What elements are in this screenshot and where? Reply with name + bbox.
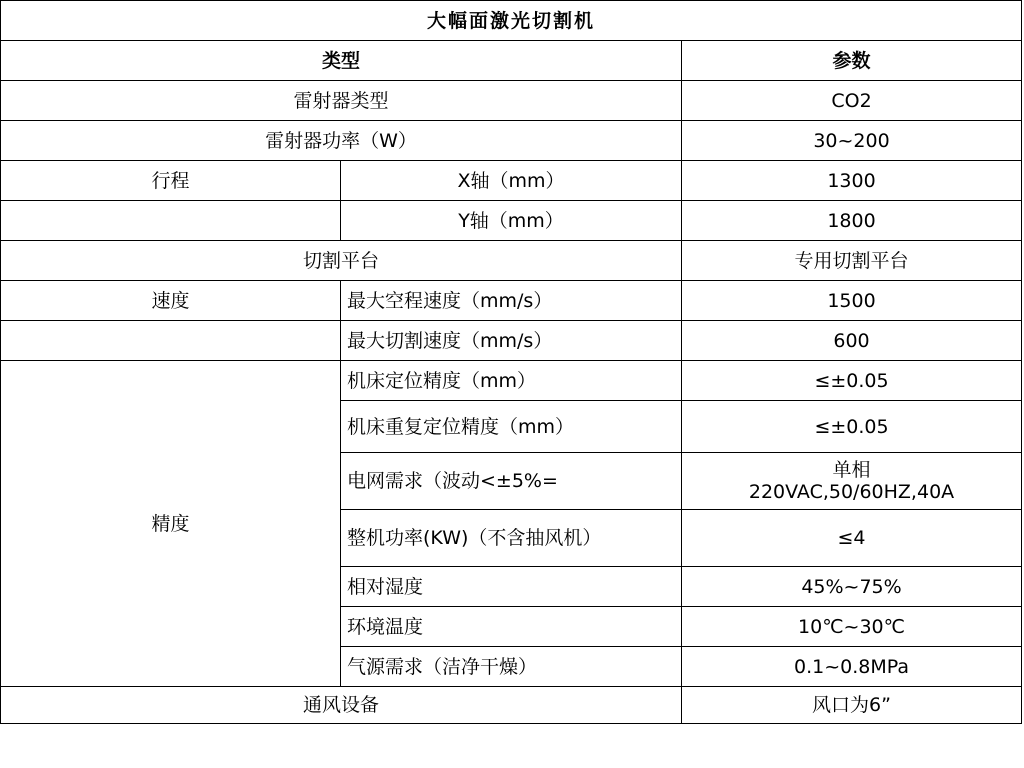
ventilation-value: 风口为6” xyxy=(682,687,1022,724)
temperature-value: 10℃~30℃ xyxy=(682,607,1022,647)
air-supply-label: 气源需求（洁净干燥） xyxy=(341,647,682,687)
positioning-label: 机床定位精度（mm） xyxy=(341,361,682,401)
travel-y-label: Y轴（mm） xyxy=(341,201,682,241)
temperature-label: 环境温度 xyxy=(341,607,682,647)
type-header: 类型 xyxy=(1,41,682,81)
table-row xyxy=(1,241,1022,281)
table-row xyxy=(1,687,1022,724)
machine-power-value: ≤4 xyxy=(682,510,1022,567)
grid-value-line-1: 单相 xyxy=(832,459,871,481)
laser-type-label: 雷射器类型 xyxy=(1,81,682,121)
travel-y-value: 1800 xyxy=(682,201,1022,241)
speed-idle-value: 1500 xyxy=(682,281,1022,321)
laser-power-label: 雷射器功率（W） xyxy=(1,121,682,161)
speed-group-blank xyxy=(1,321,341,361)
table-row xyxy=(1,81,1022,121)
table-row xyxy=(1,361,1022,401)
humidity-value: 45%~75% xyxy=(682,567,1022,607)
param-header: 参数 xyxy=(682,41,1022,81)
speed-cut-label: 最大切割速度（mm/s） xyxy=(341,321,682,361)
table-row xyxy=(1,281,1022,321)
table-row xyxy=(1,161,1022,201)
travel-group-blank xyxy=(1,201,341,241)
repeat-positioning-value: ≤±0.05 xyxy=(682,401,1022,453)
machine-power-label: 整机功率(KW)（不含抽风机） xyxy=(341,510,682,567)
travel-x-label: X轴（mm） xyxy=(341,161,682,201)
platform-label: 切割平台 xyxy=(1,241,682,281)
laser-power-value: 30~200 xyxy=(682,121,1022,161)
grid-requirement-label: 电网需求（波动<±5%= xyxy=(341,453,682,510)
grid-value-line-2: 220VAC,50/60HZ,40A xyxy=(748,481,955,503)
humidity-label: 相对湿度 xyxy=(341,567,682,607)
table-title: 大幅面激光切割机 xyxy=(1,1,1022,41)
grid-requirement-value xyxy=(682,453,1022,510)
speed-cut-value: 600 xyxy=(682,321,1022,361)
platform-value: 专用切割平台 xyxy=(682,241,1022,281)
travel-x-value: 1300 xyxy=(682,161,1022,201)
precision-group-label: 精度 xyxy=(1,361,341,687)
travel-group-label: 行程 xyxy=(1,161,341,201)
header-row xyxy=(1,41,1022,81)
speed-group-label: 速度 xyxy=(1,281,341,321)
positioning-value: ≤±0.05 xyxy=(682,361,1022,401)
table-row xyxy=(1,321,1022,361)
title-row xyxy=(1,1,1022,41)
speed-idle-label: 最大空程速度（mm/s） xyxy=(341,281,682,321)
table-row xyxy=(1,201,1022,241)
ventilation-label: 通风设备 xyxy=(1,687,682,724)
air-supply-value: 0.1~0.8MPa xyxy=(682,647,1022,687)
laser-type-value: CO2 xyxy=(682,81,1022,121)
table-row xyxy=(1,121,1022,161)
repeat-positioning-label: 机床重复定位精度（mm） xyxy=(341,401,682,453)
